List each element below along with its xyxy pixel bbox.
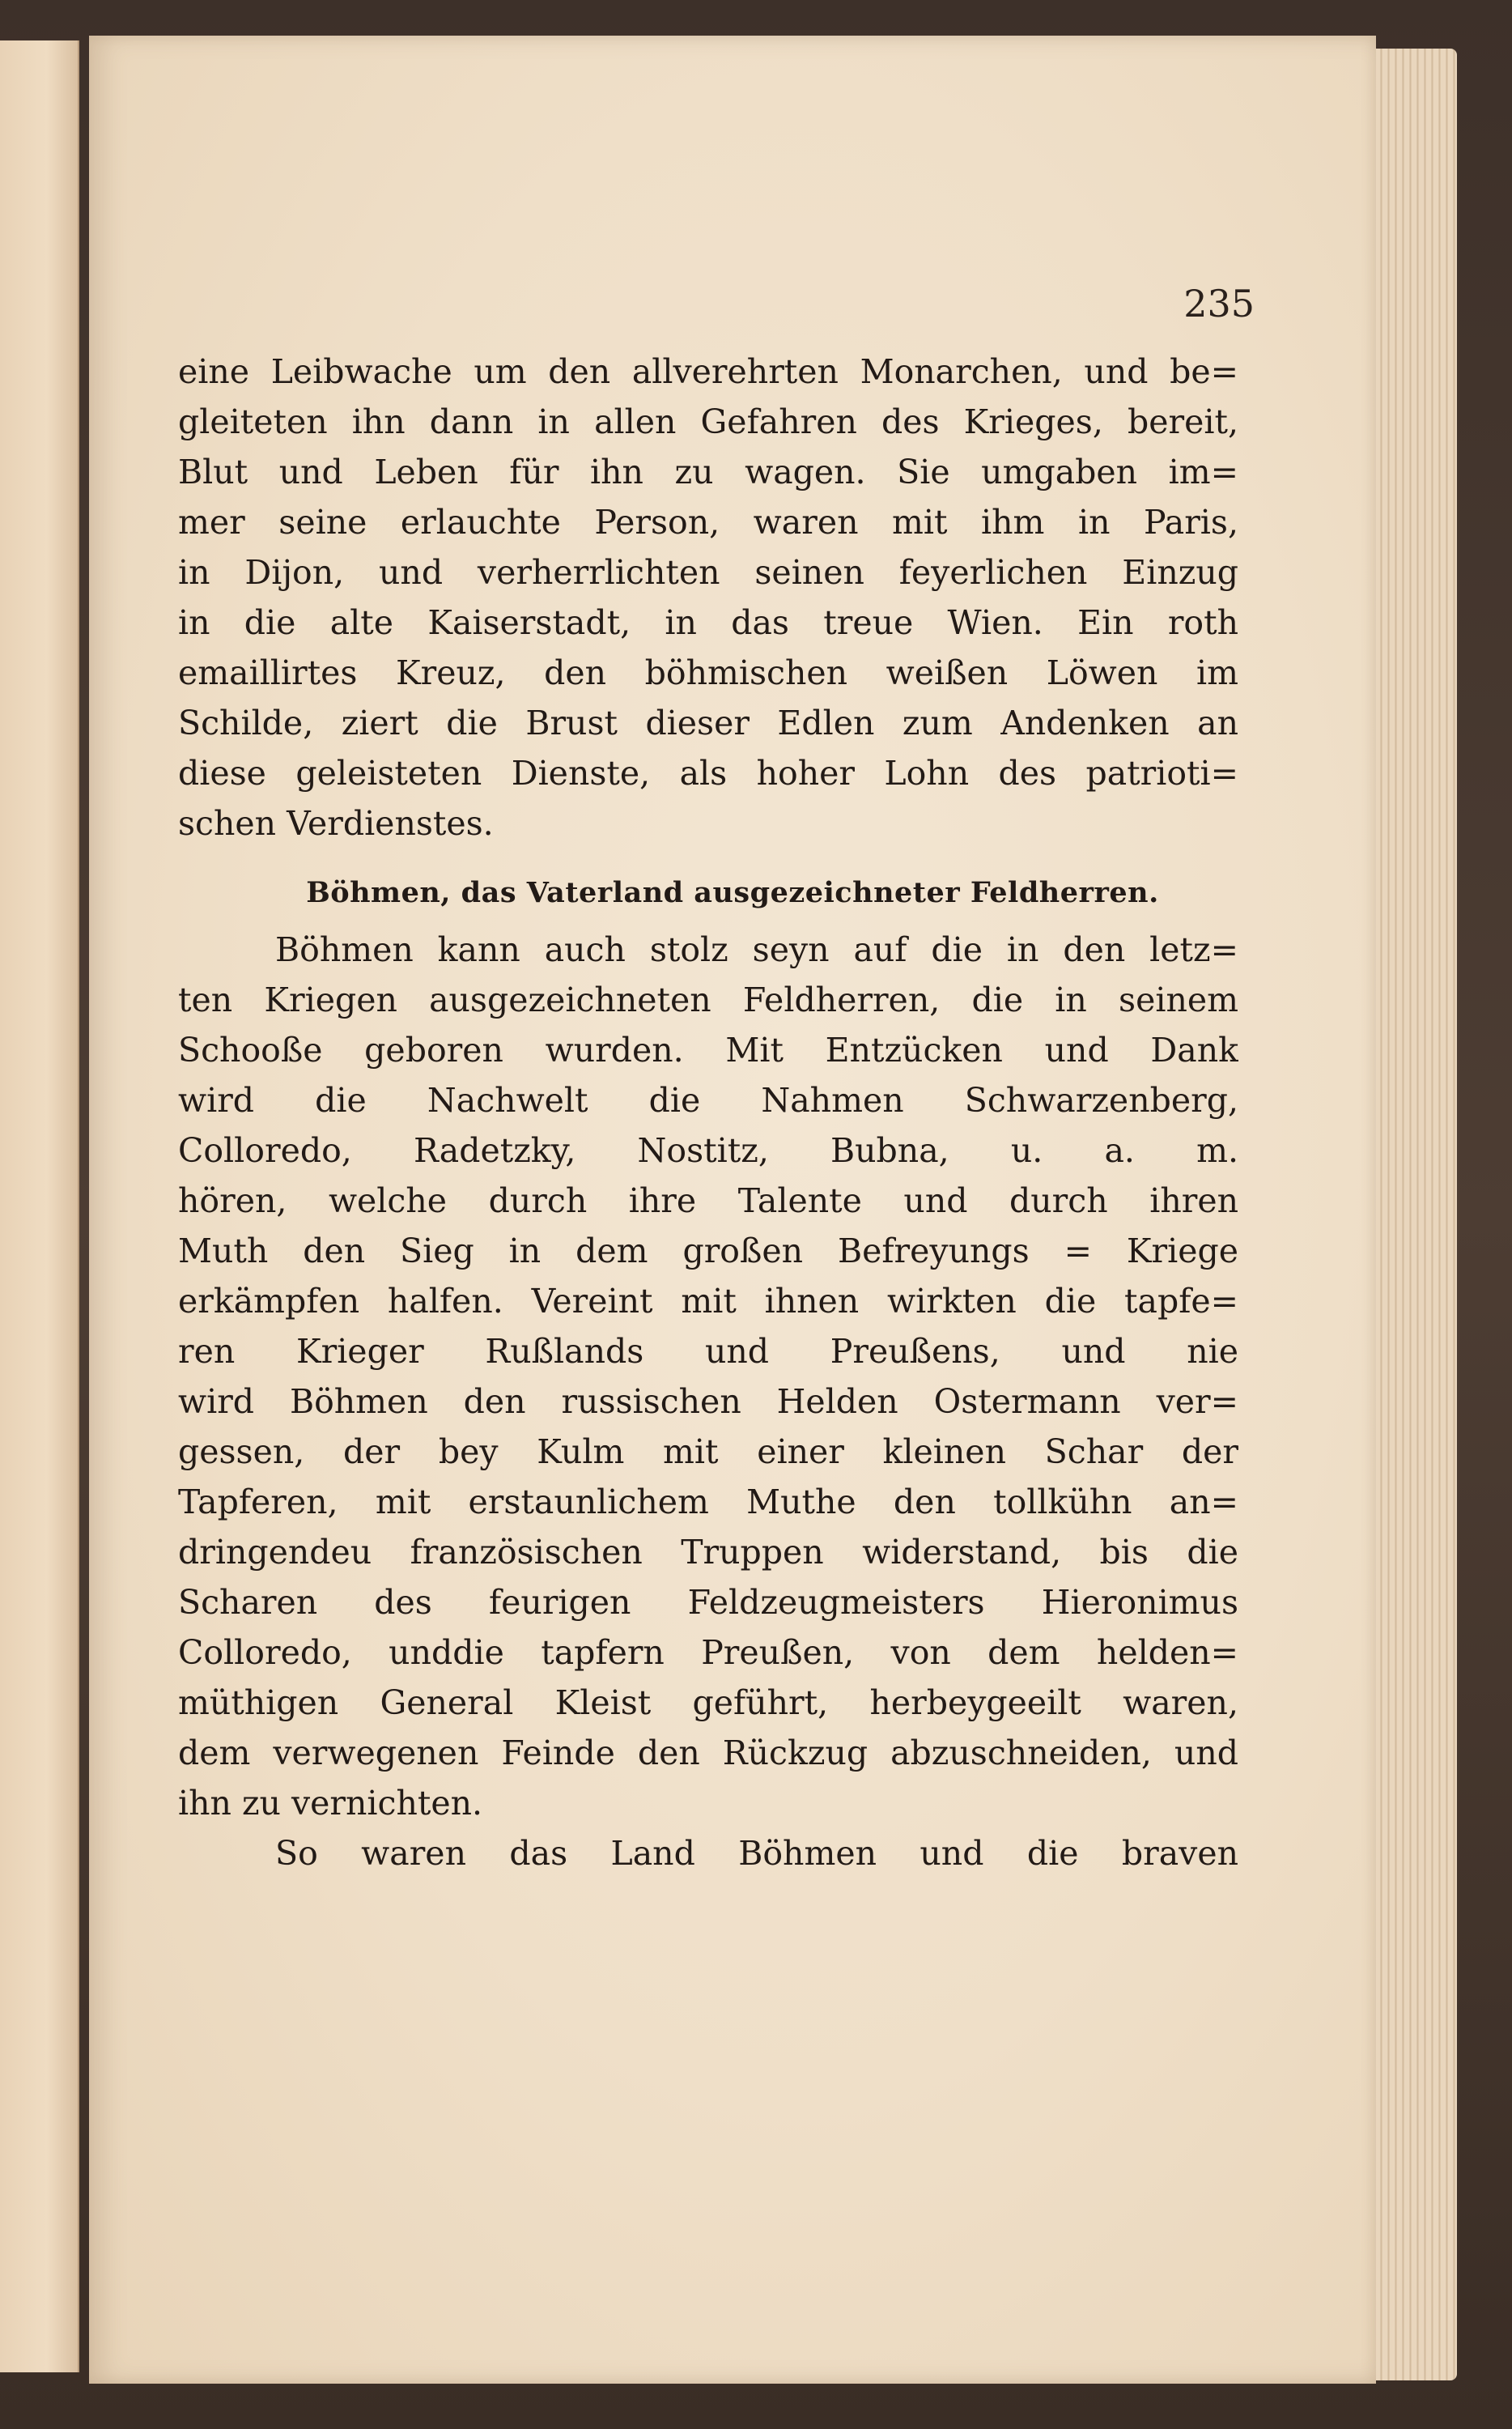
section-heading: Böhmen, das Vaterland ausgezeichneter Feldherren. [306, 876, 1159, 909]
text-line: dem verwegenen Feinde den Rückzug abzuschneiden, und [178, 1733, 1238, 1772]
text-line: mer seine erlauchte Person, waren mit ihm in Paris, [178, 503, 1238, 542]
text-line: in Dijon, und verherrlichten seinen feyerlichen Einzug [178, 553, 1238, 592]
page-stack-edges [1368, 49, 1457, 2380]
text-line: diese geleisteten Dienste, als hoher Lohn des patrioti= [178, 754, 1238, 793]
text-line: erkämpfen halfen. Vereint mit ihnen wirkten die tapfe= [178, 1282, 1238, 1321]
text-line: müthigen General Kleist geführt, herbeygeeilt waren, [178, 1683, 1238, 1722]
text-line: gleiteten ihn dann in allen Gefahren des Krieges, bereit, [178, 402, 1238, 441]
text-line: ten Kriegen ausgezeichneten Feldherren, die in seinem [178, 981, 1238, 1019]
text-line: Tapferen, mit erstaunlichem Muthe den tollkühn an= [178, 1482, 1238, 1521]
page-text [178, 347, 1238, 1878]
text-line: wird Böhmen den russischen Helden Ostermann ver= [178, 1382, 1238, 1421]
text-line: So waren das Land Böhmen und die braven [275, 1834, 1238, 1873]
text-line: hören, welche durch ihre Talente und durch ihren [178, 1181, 1238, 1220]
text-line: schen Verdienstes. [178, 804, 494, 843]
paragraph-3 [178, 1828, 1238, 1878]
text-line: dringendeu französischen Truppen widerstand, bis die [178, 1533, 1238, 1572]
text-line: gessen, der bey Kulm mit einer kleinen Schar der [178, 1432, 1238, 1471]
text-line: ren Krieger Rußlands und Preußens, und nie [178, 1332, 1238, 1371]
text-line: wird die Nachwelt die Nahmen Schwarzenberg, [178, 1081, 1238, 1120]
text-line: Schooße geboren wurden. Mit Entzücken und Dank [178, 1031, 1238, 1070]
text-line: Blut und Leben für ihn zu wagen. Sie umgaben im= [178, 453, 1238, 491]
text-line: Muth den Sieg in dem großen Befreyungs = Kriege [178, 1232, 1238, 1270]
text-line: ihn zu vernichten. [178, 1784, 483, 1823]
page-number: 235 [1183, 282, 1255, 325]
paragraph-2 [178, 925, 1238, 1828]
text-line: Schilde, ziert die Brust dieser Edlen zum Andenken an [178, 704, 1238, 742]
text-line: Böhmen kann auch stolz seyn auf die in den letz= [275, 930, 1238, 969]
facing-page-edge [0, 40, 79, 2372]
paragraph-1 [178, 347, 1238, 849]
text-line: Colloredo, unddie tapfern Preußen, von dem helden= [178, 1633, 1238, 1672]
text-line: eine Leibwache um den allverehrten Monarchen, und be= [178, 352, 1238, 391]
text-line: emaillirtes Kreuz, den böhmischen weißen Löwen im [178, 653, 1238, 692]
text-line: in die alte Kaiserstadt, in das treue Wien. Ein roth [178, 603, 1238, 642]
text-line: Scharen des feurigen Feldzeugmeisters Hieronimus [178, 1583, 1238, 1622]
text-line: Colloredo, Radetzky, Nostitz, Bubna, u. a. m. [178, 1131, 1238, 1170]
